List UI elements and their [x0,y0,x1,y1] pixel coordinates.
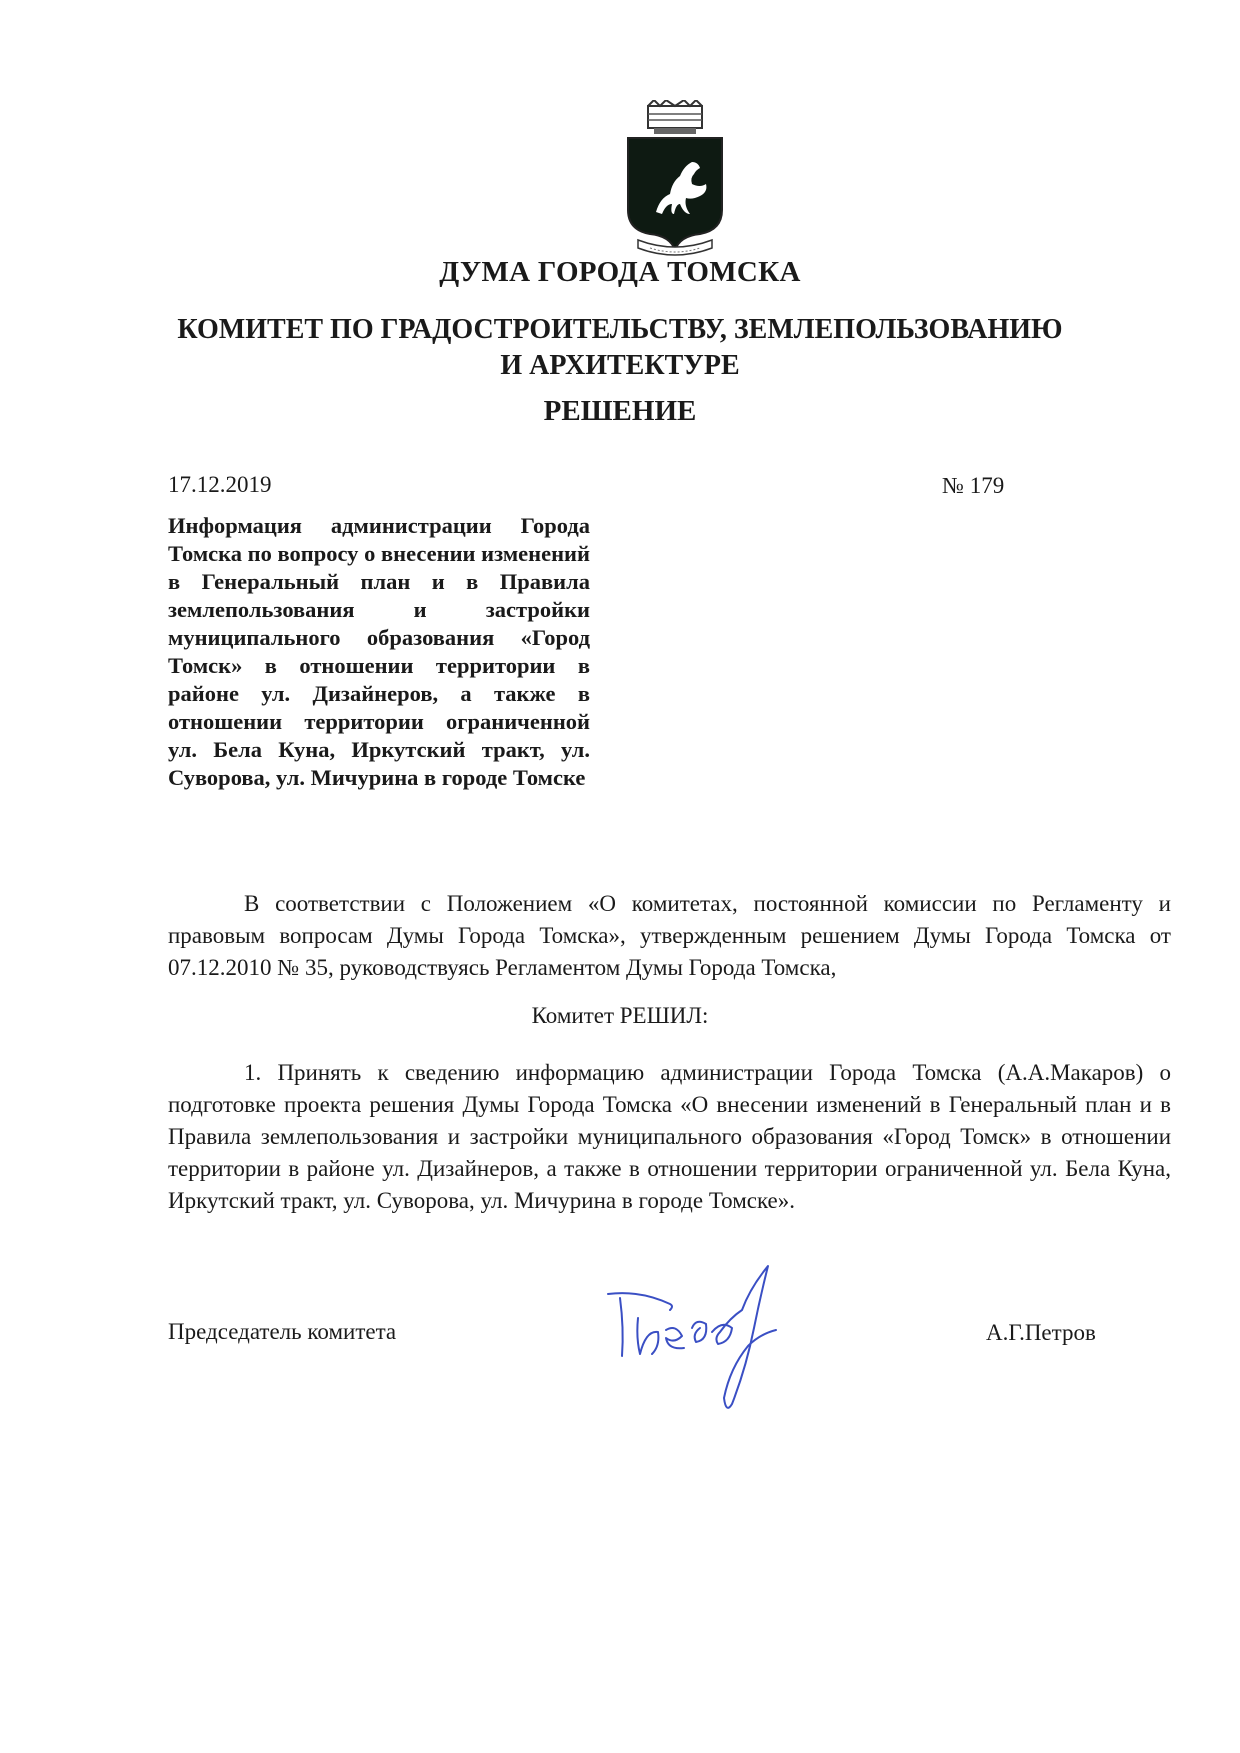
preamble-paragraph: В соответствии с Положением «О комитетах, постоянной комиссии по Регламенту и правовым вопросам Думы Города Томска», утвержденным решением Думы Города Томска от 07.12.2010 № 35, руководствуясь Регламентом Думы Города Томска, [168,891,1171,980]
signatory-title: Председатель комитета [168,1319,397,1344]
document-date: 17.12.2019 [168,472,272,497]
handwritten-signature-icon [600,1258,840,1418]
committee-title-line2: И АРХИТЕКТУРЕ [500,350,740,381]
resolved-heading: Комитет РЕШИЛ: [531,1003,709,1028]
document-subject: Информация администрации Города Томска по вопросу о внесении изменений в Генеральный план и в Правила землепользования и застройки муниципального образования «Город Томск» в отношении территории в районе ул. Дизайнеров, а также в отношении территории ограниченной ул. Бела Куна, Иркутский тракт, ул. Суворова, ул. Мичурина в городе Томске [168,513,590,790]
resolution-item-1: 1. Принять к сведению информацию администрации Города Томска (А.А.Макаров) о подготовке проекта решения Думы Города Томска «О внесении изменений в Генеральный план и в Правила землепользования и застройки муниципального образования «Город Томск» в отношении территории в районе ул. Дизайнеров, а также в отношении территории ограниченной ул. Бела Куна, Иркутский тракт, ул. Суворова, ул. Мичурина в городе Томске». [168,1060,1171,1213]
committee-title-line1: КОМИТЕТ ПО ГРАДОСТРОИТЕЛЬСТВУ, ЗЕМЛЕПОЛЬЗОВАНИЮ [177,314,1063,345]
document-type: РЕШЕНИЕ [543,395,697,427]
organization-title: ДУМА ГОРОДА ТОМСКА [439,256,801,288]
committee-title [0,312,1240,384]
signatory-name: А.Г.Петров [986,1320,1096,1345]
document-number: № 179 [942,473,1005,498]
tomsk-coat-of-arms-icon [620,100,730,260]
